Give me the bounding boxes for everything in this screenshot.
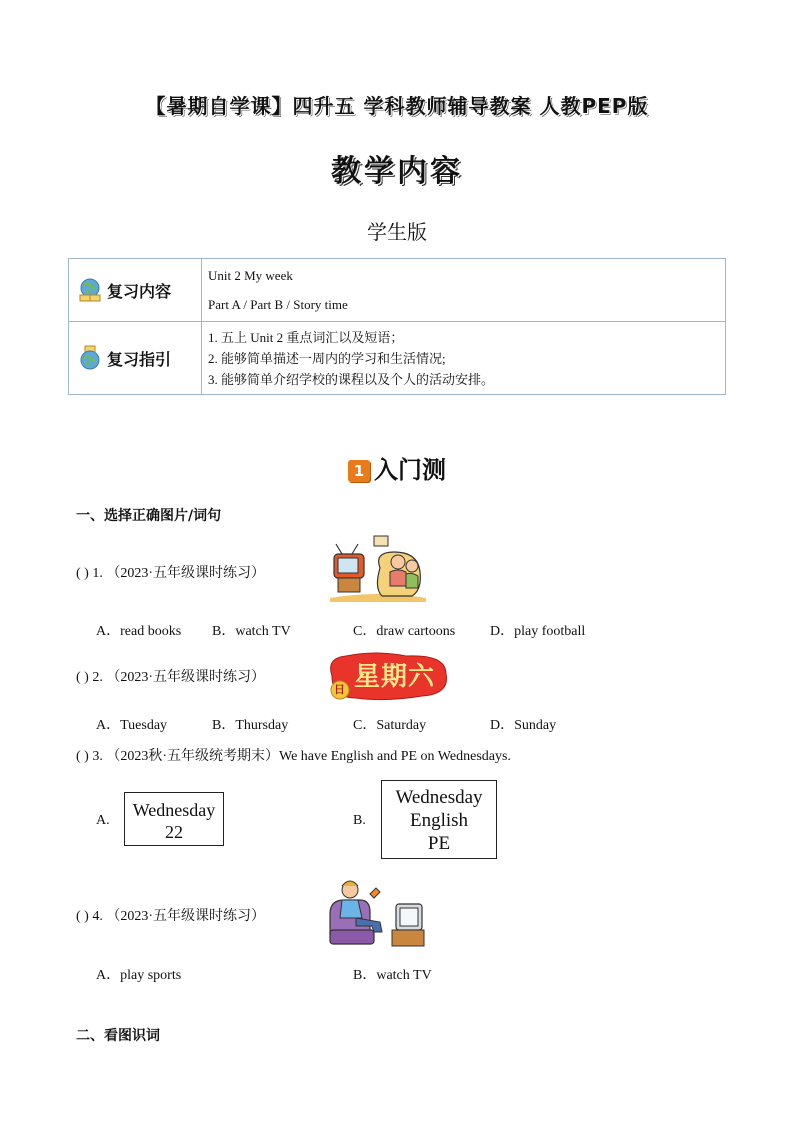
part1-heading: 一、选择正确图片/词句 [76,508,222,524]
document-header: 【暑期自学课】四升五 学科教师辅导教案 人教PEP版 [145,94,649,118]
question-2-option-d: D．Sunday [490,718,557,733]
review-content-label-cell [69,259,202,322]
option-b-card-line-1: Wednesday [395,787,483,808]
option-a-card-line-1: Wednesday [132,800,216,820]
review-content-cell [202,259,726,322]
review-guide-label-cell [69,322,202,395]
page-title: 教学内容 [331,154,463,189]
question-1-option-c: C．draw cartoons [353,624,456,639]
question-1-option-a: A．read books [96,624,182,639]
question-4-option-a: A．play sports [96,968,182,983]
review-content-label: 复习内容 [107,281,172,301]
question-3-option-a-label: A. [96,813,110,828]
question-4-option-b: B．watch TV [353,968,432,983]
review-table [68,258,726,395]
family-watching-tv-illustration [326,532,430,604]
section-title: 入门测 [374,456,446,484]
globe-scroll-icon [77,345,103,371]
review-guide-cell [202,322,726,395]
review-content-line-1: Unit 2 My week [208,268,293,283]
question-2-option-c: C．Saturday [353,718,427,733]
version-label: 学生版 [367,220,427,244]
review-guide-line-1: 1. 五上 Unit 2 重点词汇以及短语； [208,329,404,345]
question-1-stem: ( ) 1. （2023·五年级课时练习） [76,566,265,581]
question-2-option-b: B．Thursday [212,718,289,733]
review-guide-line-3: 3. 能够简单介绍学校的课程以及个人的活动安排。 [208,371,495,387]
question-3-stem: ( ) 3. （2023秋·五年级统考期末）We have English and PE on Wednesdays. [76,749,511,764]
saturday-sticker-image [326,650,450,702]
question-1-option-b: B．watch TV [212,624,291,639]
review-guide-line-2: 2. 能够简单描述一周内的学习和生活情况; [208,350,446,366]
option-a-card-line-2: 22 [165,822,183,842]
review-guide-row [69,322,726,395]
question-4-stem: ( ) 4. （2023·五年级课时练习） [76,909,265,924]
question-2-option-a: A．Tuesday [96,718,168,733]
option-b-card-line-3: PE [427,833,451,854]
globe-book-icon [77,277,103,303]
section-number-badge: 1 [348,460,370,482]
review-guide-label: 复习指引 [107,349,172,369]
question-2-stem: ( ) 2. （2023·五年级课时练习） [76,670,265,685]
question-3-option-b-label: B. [353,813,366,828]
question-1-option-d: D．play football [490,624,586,639]
question-3-option-a-card [124,792,224,846]
sticker-prefix: 日 [334,683,345,696]
part2-heading: 二、看图识词 [76,1028,160,1044]
review-content-row [69,259,726,322]
option-b-card-line-2: English [409,810,469,831]
review-content-line-2: Part A / Part B / Story time [208,297,348,312]
question-3-option-b-card [381,780,497,859]
man-watching-tv-illustration [326,874,426,954]
section-heading [0,450,794,485]
sticker-text: 星期六 [354,662,436,692]
